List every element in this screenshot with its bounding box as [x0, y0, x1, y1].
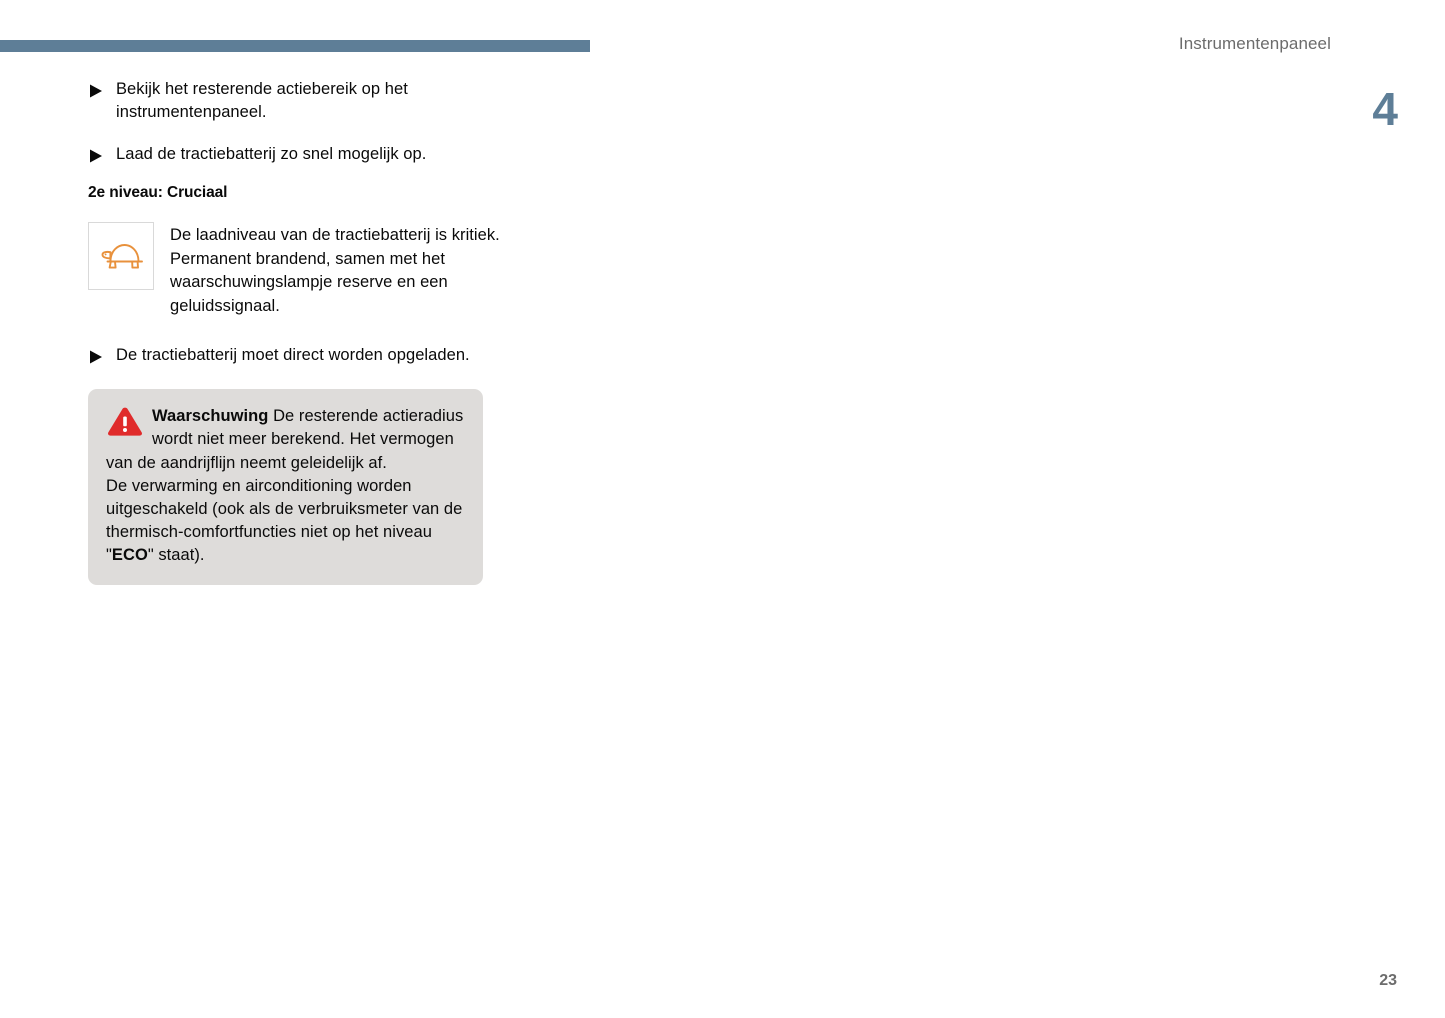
warning-paragraph-2-start: De verwarming en airconditioning worden uitgeschakeld (ook als de verbruiksmeter van de thermisch-comfortfuncties niet op het niveau " — [106, 476, 463, 564]
running-header: Instrumentenpaneel — [1178, 34, 1331, 53]
list-item-label: Bekijk het resterende actiebereik op het instrumentenpaneel. — [116, 80, 408, 122]
right-triangle-bullet-icon — [88, 78, 116, 99]
warning-paragraph-2-end: " staat). — [147, 545, 205, 564]
telltale-line-1: De laadniveau van de tractiebatterij is kritiek. — [170, 226, 500, 245]
content-column — [88, 78, 508, 585]
list-item — [88, 143, 508, 166]
warning-content — [106, 405, 465, 567]
telltale-row — [88, 222, 508, 318]
turtle-icon — [88, 222, 154, 290]
warning-title: Waarschuwing — [152, 407, 269, 426]
telltale-line-2: Permanent brandend, samen met het waarschuwingslampje reserve en een geluidssignaal. — [170, 249, 448, 315]
header-accent-bar — [0, 40, 590, 52]
list-item — [88, 344, 508, 367]
telltale-description — [170, 222, 508, 318]
section-subheading: 2e niveau: Cruciaal — [88, 184, 228, 202]
warning-paragraph-1: De resterende actieradius wordt niet meer berekend. Het vermogen van de aandrijflijn neemt geleidelijk af. — [106, 407, 464, 472]
warning-triangle-icon — [106, 405, 148, 441]
list-item-label: De tractiebatterij moet direct worden opgeladen. — [116, 345, 470, 364]
right-triangle-bullet-icon — [88, 143, 116, 164]
right-triangle-bullet-icon — [88, 344, 116, 365]
list-item-label: Laad de tractiebatterij zo snel mogelijk op. — [116, 144, 427, 163]
list-item — [88, 78, 508, 125]
chapter-number: 4 — [1372, 83, 1397, 135]
warning-eco-emphasis: ECO — [111, 545, 148, 564]
page-number: 23 — [1379, 972, 1397, 989]
warning-callout — [88, 389, 483, 585]
